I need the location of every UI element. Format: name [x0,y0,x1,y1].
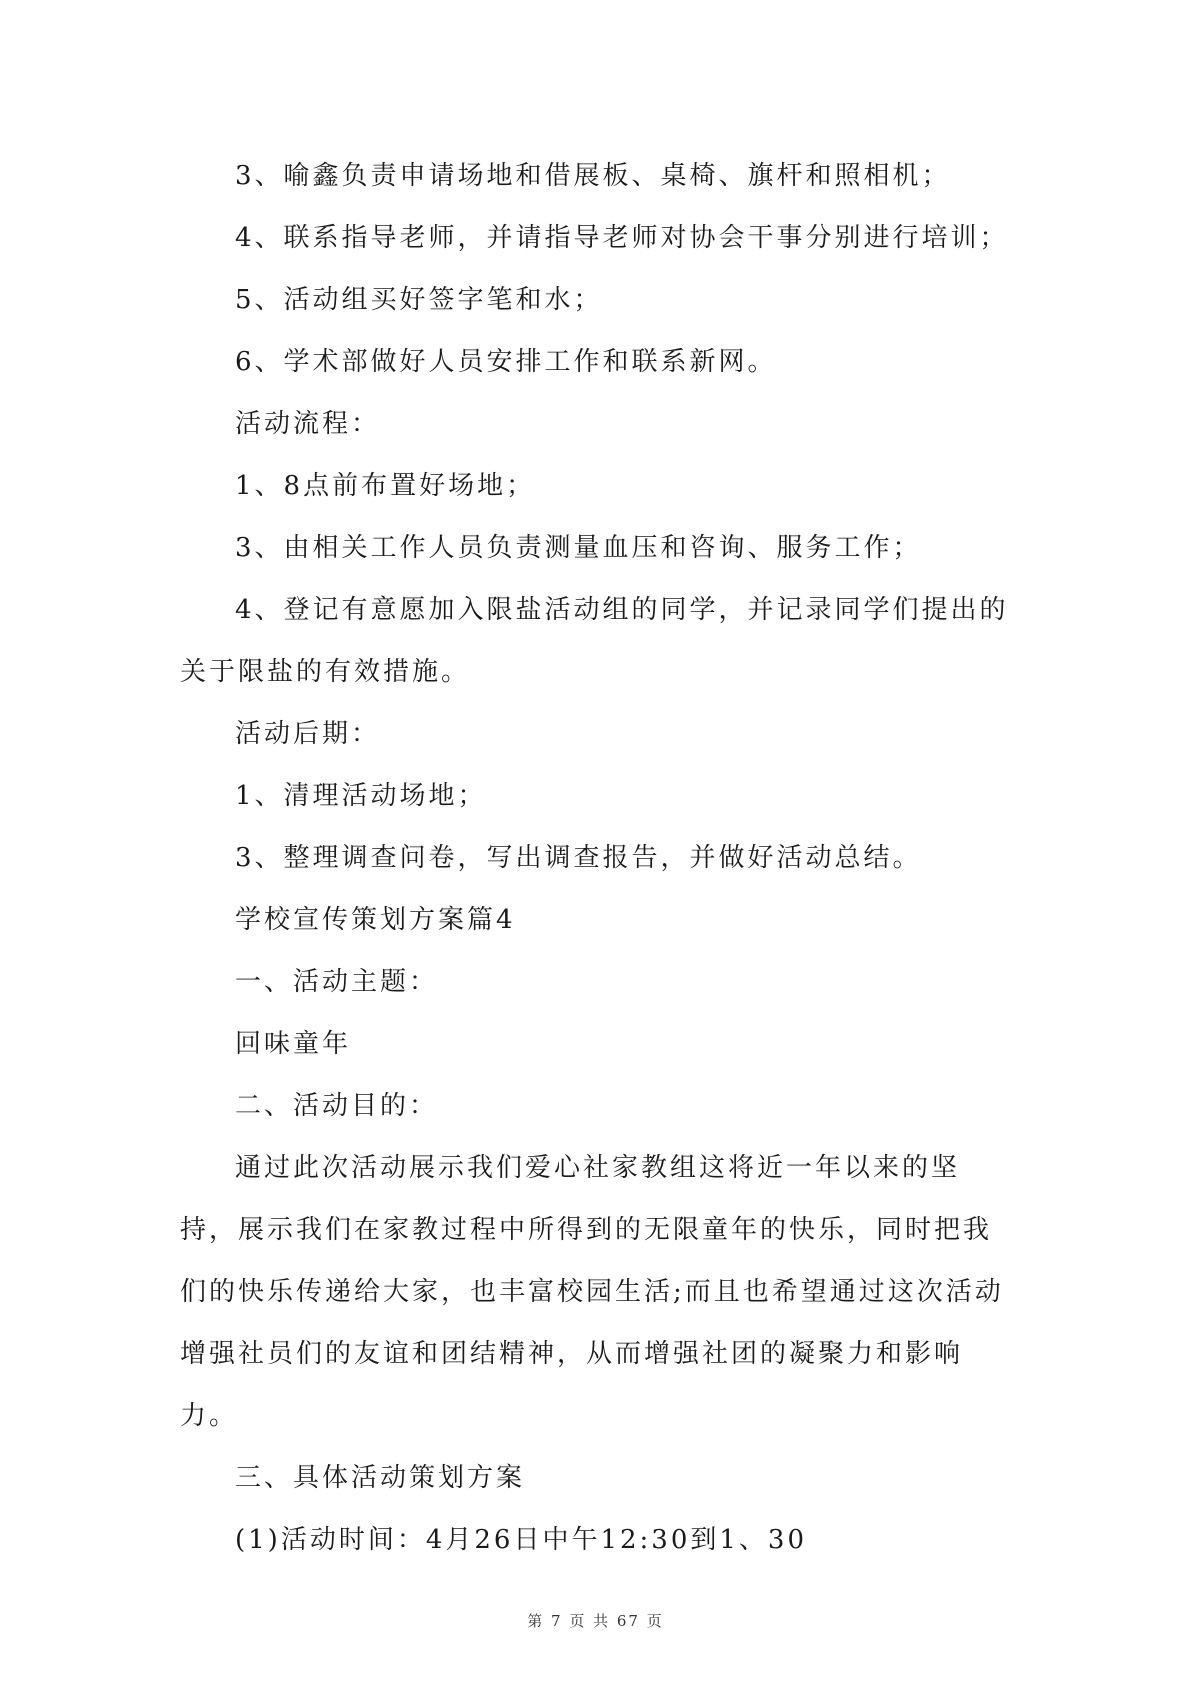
paragraph: 4、登记有意愿加入限盐活动组的同学，并记录同学们提出的关于限盐的有效措施。 [180,595,1009,687]
section-heading: 活动流程： [235,409,381,439]
paragraph: 6、学术部做好人员安排工作和联系新网。 [235,347,777,377]
paragraph: 5、活动组买好签字笔和水； [235,285,603,315]
paragraph: 3、整理调查问卷，写出调查报告，并做好活动总结。 [235,843,922,873]
paragraph: 4、联系指导老师，并请指导老师对协会干事分别进行培训； [235,223,1009,253]
paragraph: 通过此次活动展示我们爱心社家教组这将近一年以来的坚持，展示我们在家教过程中所得到的无限童年的快乐，同时把我们的快乐传递给大家，也丰富校园生活;而且也希望通过这次活动增强社员们的友谊和团结精神，从而增强社团的凝聚力和影响力。 [180,1153,1004,1431]
paragraph: (1)活动时间：4月26日中午12:30到1、30 [235,1525,808,1555]
paragraph: 回味童年 [235,1029,352,1059]
paragraph: 3、由相关工作人员负责测量血压和咨询、服务工作； [235,533,922,563]
paragraph: 3、喻鑫负责申请场地和借展板、桌椅、旗杆和照相机； [235,161,951,191]
page-footer: 第 7 页 共 67 页 [527,1612,664,1630]
section-heading: 活动后期： [235,719,381,749]
paragraph: 1、8点前布置好场地； [235,471,536,501]
section-heading: 二、活动目的： [235,1091,439,1121]
section-heading: 三、具体活动策划方案 [235,1463,526,1493]
paragraph: 1、清理活动场地； [235,781,487,811]
document-body [180,145,1010,1571]
section-heading: 一、活动主题： [235,967,439,997]
chapter-title: 学校宣传策划方案篇4 [235,905,516,935]
